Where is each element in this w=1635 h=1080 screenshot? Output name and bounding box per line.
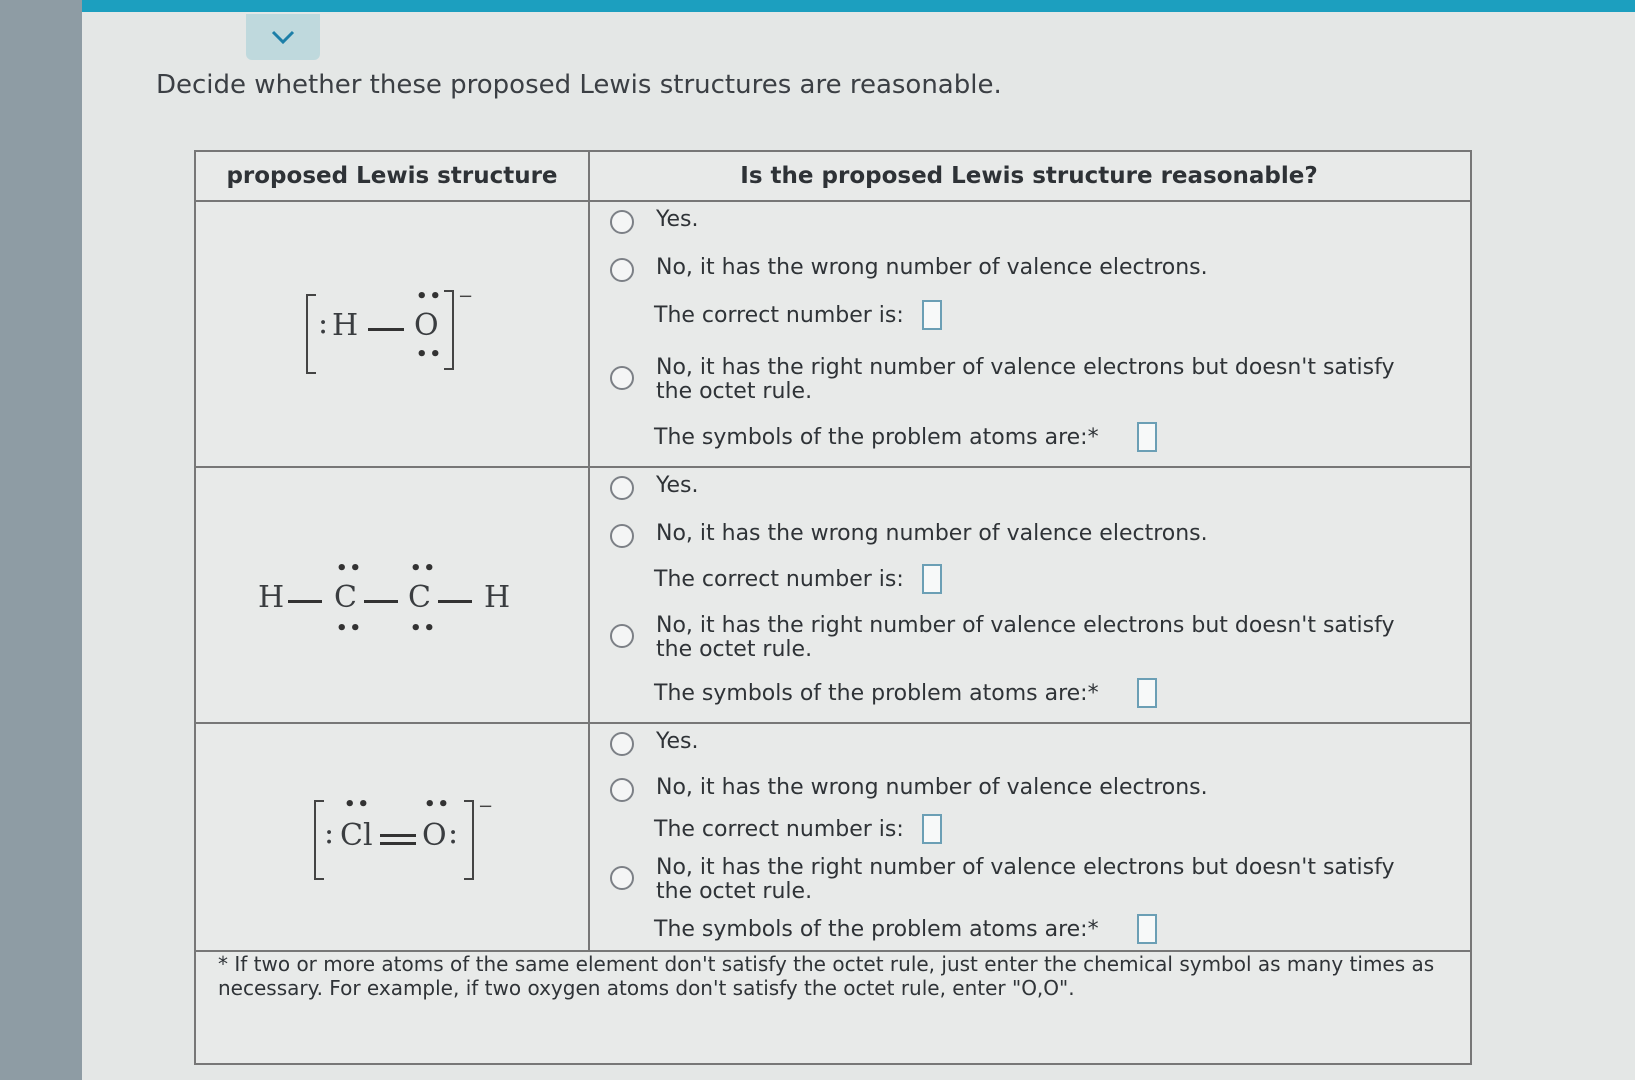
left-bracket	[314, 800, 324, 880]
lewis-structure-h-c-c-h	[258, 558, 528, 648]
correct-number-label: The correct number is:	[654, 566, 904, 592]
atom-h: H	[484, 580, 511, 615]
option-yes[interactable]	[610, 730, 1436, 756]
table-row	[196, 200, 1470, 468]
option-octet-rule[interactable]	[610, 356, 1436, 404]
atom-c: C	[408, 580, 431, 615]
option-label: Yes.	[656, 473, 699, 498]
problem-atoms-input[interactable]	[1137, 678, 1157, 708]
radio-button[interactable]	[610, 210, 634, 234]
structure-cell	[196, 468, 590, 722]
atom-o: O	[414, 308, 439, 343]
collapse-button[interactable]	[246, 14, 320, 60]
atom-c: C	[334, 580, 357, 615]
atom-h: H	[332, 308, 359, 343]
charge: −	[478, 796, 494, 817]
lone-pair-top: ••	[416, 286, 444, 307]
option-wrong-electrons[interactable]	[610, 256, 1436, 282]
lone-pair-top: ••	[336, 558, 364, 579]
option-yes[interactable]	[610, 208, 1436, 234]
lewis-structure-hydroxide	[306, 286, 476, 380]
problem-atoms-row	[654, 678, 1157, 708]
lone-pair-left: :	[324, 816, 335, 851]
structure-cell	[196, 724, 590, 950]
correct-number-input[interactable]	[922, 814, 942, 844]
radio-button[interactable]	[610, 624, 634, 648]
single-bond	[364, 600, 398, 603]
option-label: No, it has the wrong number of valence electrons.	[656, 775, 1208, 800]
header-reasonable: Is the proposed Lewis structure reasonable?	[588, 152, 1470, 202]
option-yes[interactable]	[610, 474, 1436, 500]
radio-button[interactable]	[610, 476, 634, 500]
single-bond	[288, 600, 322, 603]
atom-o: O	[422, 818, 447, 853]
lone-pair-right: :	[448, 816, 459, 851]
structure-cell	[196, 200, 590, 466]
correct-number-label: The correct number is:	[654, 816, 904, 842]
chevron-down-icon	[268, 27, 298, 47]
right-bracket	[444, 290, 454, 370]
correct-number-input[interactable]	[922, 564, 942, 594]
option-label: No, it has the right number of valence electrons but doesn't satisfy the octet rule.	[656, 355, 1395, 404]
left-bracket	[306, 294, 316, 374]
right-bracket	[464, 800, 474, 880]
problem-atoms-label: The symbols of the problem atoms are:*	[654, 916, 1099, 942]
header-structure: proposed Lewis structure	[196, 152, 590, 202]
top-accent-bar	[82, 0, 1635, 12]
lewis-structures-table	[194, 150, 1472, 1065]
problem-atoms-input[interactable]	[1137, 422, 1157, 452]
lone-pair-left: :	[318, 306, 329, 341]
problem-atoms-row	[654, 422, 1157, 452]
lone-pair-bottom: ••	[336, 618, 364, 639]
problem-atoms-label: The symbols of the problem atoms are:*	[654, 424, 1099, 450]
radio-button[interactable]	[610, 778, 634, 802]
option-label: Yes.	[656, 207, 699, 232]
option-label: No, it has the wrong number of valence electrons.	[656, 521, 1208, 546]
option-label: No, it has the right number of valence electrons but doesn't satisfy the octet rule.	[656, 855, 1395, 904]
options-cell	[588, 468, 1470, 722]
radio-button[interactable]	[610, 366, 634, 390]
double-bond-line	[380, 834, 416, 837]
single-bond	[438, 600, 472, 603]
option-label: Yes.	[656, 729, 699, 754]
charge: −	[458, 286, 474, 307]
options-cell	[588, 724, 1470, 950]
radio-button[interactable]	[610, 524, 634, 548]
option-octet-rule[interactable]	[610, 856, 1436, 904]
option-wrong-electrons[interactable]	[610, 776, 1436, 802]
problem-atoms-input[interactable]	[1137, 914, 1157, 944]
correct-number-row	[654, 814, 942, 844]
problem-atoms-label: The symbols of the problem atoms are:*	[654, 680, 1099, 706]
page	[82, 0, 1635, 1080]
single-bond	[368, 328, 404, 331]
octet-footnote: * If two or more atoms of the same element don't satisfy the octet rule, just enter the chemical symbol as many times as necessary. For example, if two oxygen atoms don't satisfy the octet rule, enter "O,O".	[218, 952, 1435, 1000]
question-prompt: Decide whether these proposed Lewis structures are reasonable.	[156, 70, 1002, 100]
table-row	[196, 724, 1470, 952]
radio-button[interactable]	[610, 258, 634, 282]
lone-pair-top: ••	[410, 558, 438, 579]
option-label: No, it has the wrong number of valence electrons.	[656, 255, 1208, 280]
atom-cl: Cl	[340, 818, 373, 853]
lone-pair-top: ••	[424, 794, 452, 815]
problem-atoms-row	[654, 914, 1157, 944]
options-cell	[588, 200, 1470, 466]
lone-pair-bottom: ••	[416, 344, 444, 365]
atom-h: H	[258, 580, 285, 615]
correct-number-label: The correct number is:	[654, 302, 904, 328]
option-wrong-electrons[interactable]	[610, 522, 1436, 548]
option-octet-rule[interactable]	[610, 614, 1436, 662]
lone-pair-top: ••	[344, 794, 372, 815]
radio-button[interactable]	[610, 732, 634, 756]
lone-pair-bottom: ••	[410, 618, 438, 639]
option-label: No, it has the right number of valence electrons but doesn't satisfy the octet rule.	[656, 613, 1395, 662]
table-row	[196, 468, 1470, 724]
correct-number-row	[654, 564, 942, 594]
radio-button[interactable]	[610, 866, 634, 890]
double-bond-line	[380, 842, 416, 845]
lewis-structure-hypochlorite	[314, 796, 514, 886]
correct-number-input[interactable]	[922, 300, 942, 330]
correct-number-row	[654, 300, 942, 330]
